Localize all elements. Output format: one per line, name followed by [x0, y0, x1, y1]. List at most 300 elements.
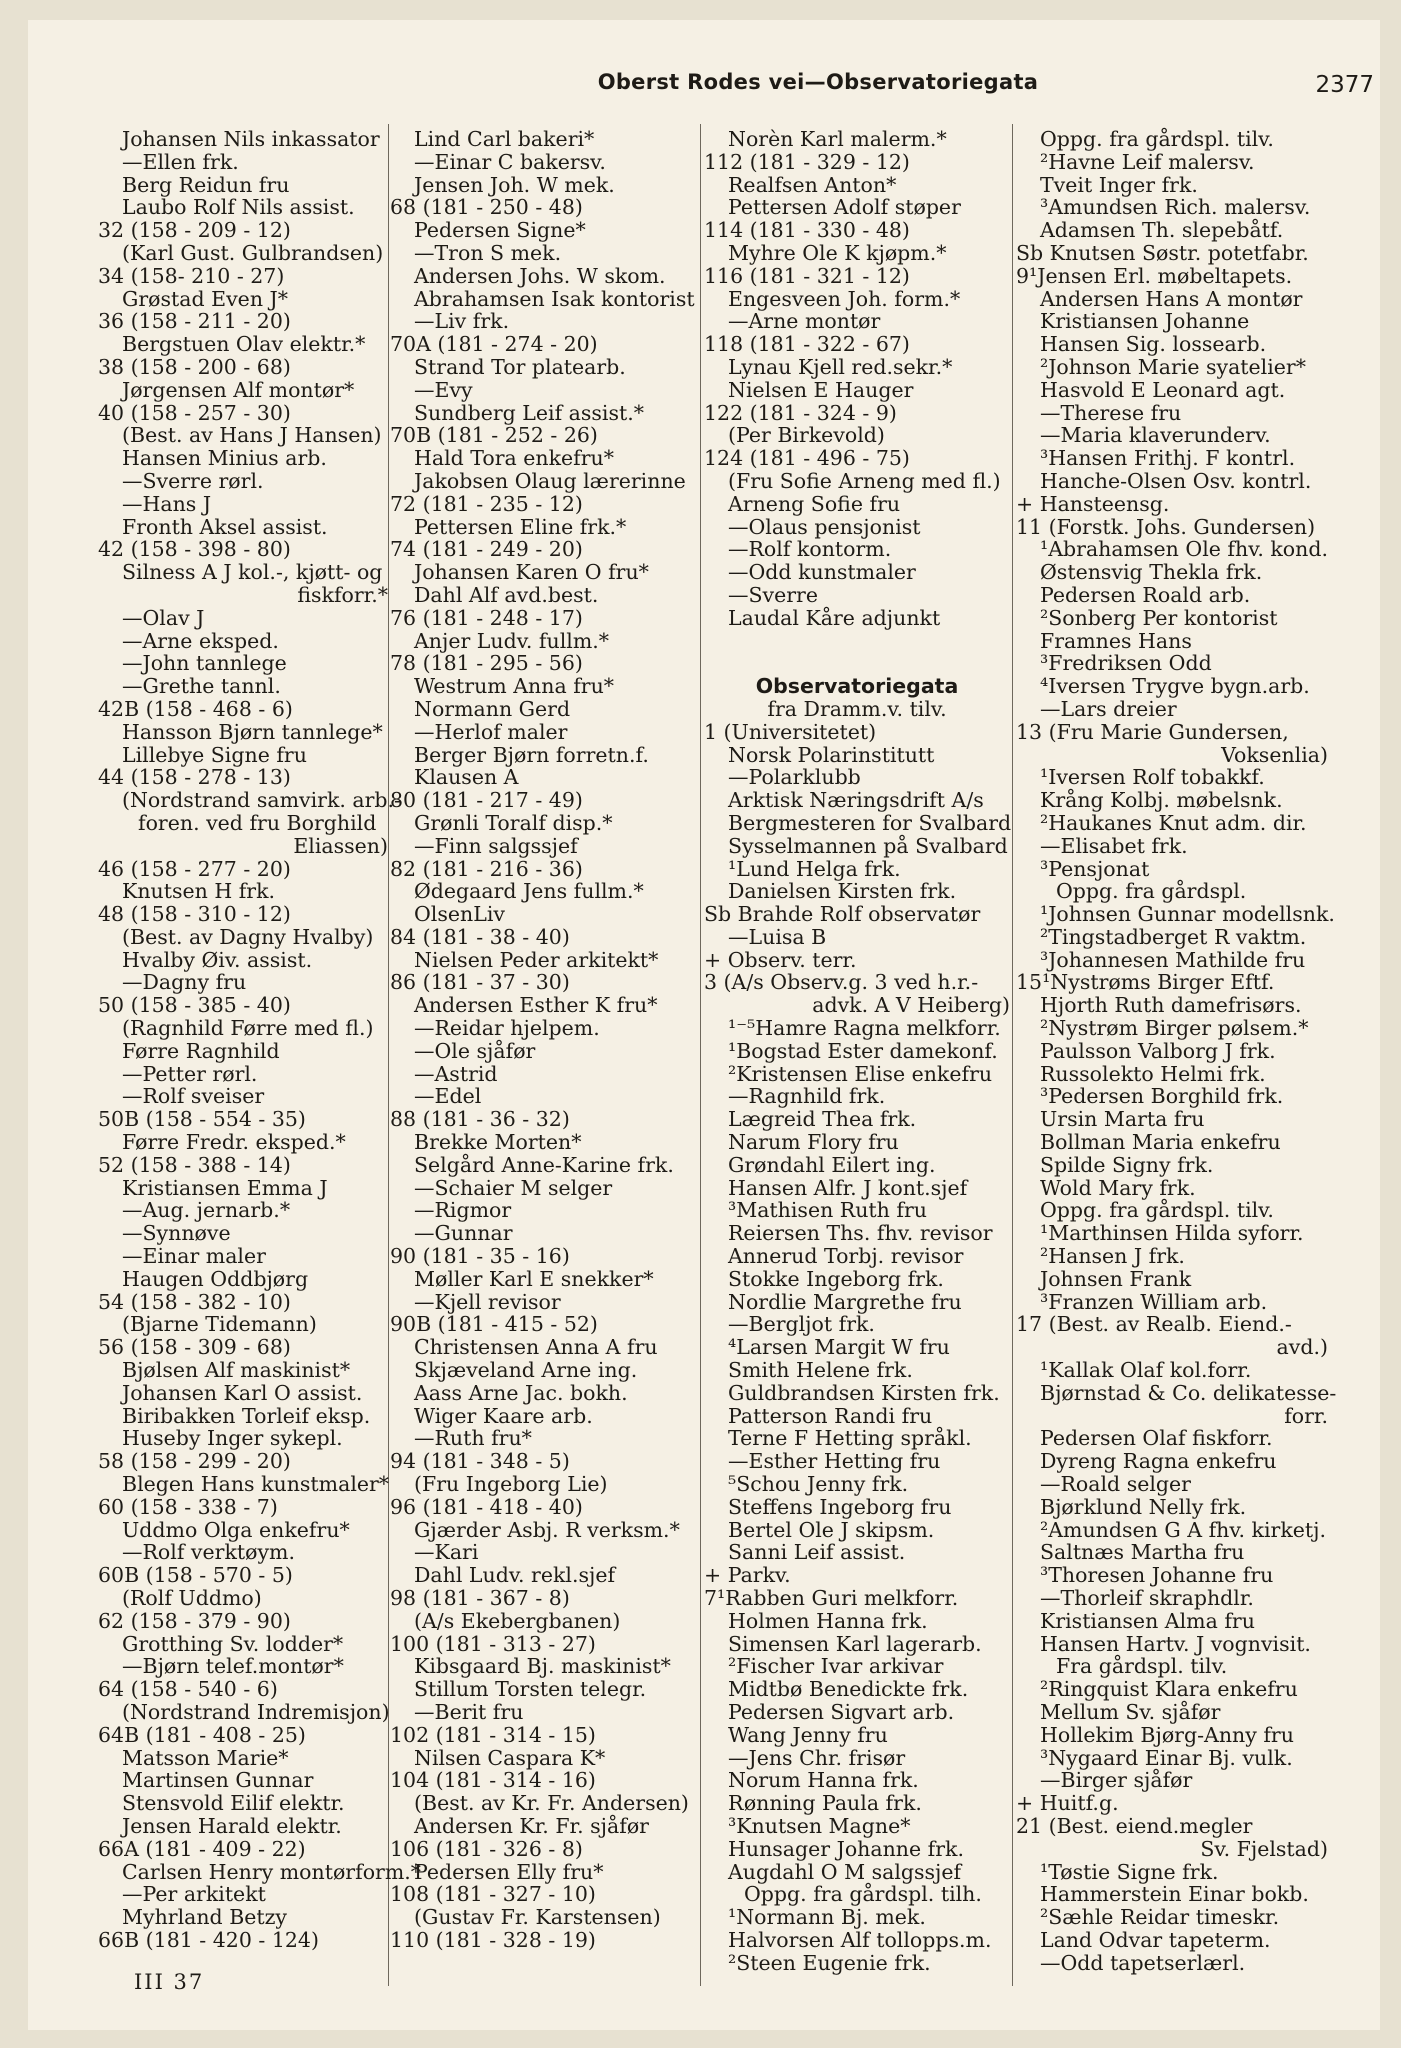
address-entry: 36 (158 - 211 - 20)	[98, 309, 291, 334]
resident-entry: Kristiansen Emma J	[122, 1175, 328, 1200]
resident-entry: (Nordstrand Indremisjon)	[122, 1699, 390, 1724]
resident-entry: ³Nygaard Einar Bj. vulk.	[1040, 1745, 1293, 1770]
resident-entry: Norèn Karl malerm.*	[728, 127, 947, 151]
resident-entry: Strand Tor platearb.	[414, 354, 626, 379]
resident-entry: (Fru Ingeborg Lie)	[414, 1472, 608, 1497]
resident-entry: ²Hansen J frk.	[1040, 1244, 1185, 1269]
resident-entry: Hansson Bjørn tannlege*	[122, 719, 383, 744]
resident-entry: —Birger sjåfør	[1040, 1768, 1193, 1793]
resident-entry: Saltnæs Martha fru	[1040, 1540, 1245, 1565]
resident-entry: Arneng Sofie fru	[728, 491, 901, 516]
resident-entry: ³Amundsen Rich. malersv.	[1040, 195, 1311, 220]
resident-entry: —Rigmor	[414, 1198, 512, 1223]
resident-entry: —Sverre rørl.	[122, 468, 264, 493]
address-entry: 52 (158 - 388 - 14)	[98, 1152, 291, 1177]
resident-entry: —Tron S mek.	[414, 240, 562, 265]
resident-entry: —Aug. jernarb.*	[122, 1198, 291, 1223]
resident-entry: —Schaier M selger	[414, 1175, 613, 1200]
resident-entry: Abrahamsen Isak kontorist	[414, 286, 695, 311]
resident-entry: Pedersen Olaf fiskforr.	[1040, 1426, 1273, 1451]
resident-entry: Smith Helene frk.	[728, 1358, 913, 1383]
resident-entry: (Best. av Kr. Fr. Andersen)	[414, 1791, 689, 1816]
resident-entry: Ødegaard Jens fullm.*	[414, 879, 644, 904]
resident-entry: Rønning Paula frk.	[728, 1791, 922, 1816]
resident-entry: Carlsen Henry montørform.*	[122, 1859, 422, 1884]
resident-entry: —Rolf kontorm.	[728, 537, 892, 562]
address-entry: 124 (181 - 496 - 75)	[704, 446, 910, 471]
address-entry: 32 (158 - 209 - 12)	[98, 218, 291, 243]
resident-entry: Jensen Joh. W mek.	[414, 172, 615, 197]
resident-entry: Tveit Inger frk.	[1040, 172, 1198, 197]
resident-entry: Patterson Randi fru	[728, 1403, 933, 1428]
resident-entry: —Arne montør	[728, 309, 881, 334]
resident-entry: ²Ringquist Klara enkefru	[1040, 1677, 1298, 1702]
resident-entry: ⁴Larsen Margit W fru	[728, 1335, 950, 1360]
address-entry: 100 (181 - 313 - 27)	[390, 1631, 596, 1656]
resident-entry: ²Johnson Marie syatelier*	[1040, 354, 1306, 379]
resident-entry: ²Tingstadberget R vaktm.	[1040, 924, 1307, 949]
resident-entry: ³Knutsen Magne*	[728, 1813, 911, 1838]
resident-entry: Laubo Rolf Nils assist.	[122, 195, 355, 220]
address-entry: 116 (181 - 321 - 12)	[704, 263, 910, 288]
resident-entry: Sanni Leif assist.	[728, 1540, 906, 1565]
resident-entry: Midtbø Benedickte frk.	[728, 1677, 969, 1702]
resident-entry: Biribakken Torleif eksp.	[122, 1403, 371, 1428]
address-entry: 7¹Rabben Guri melkforr.	[704, 1586, 959, 1610]
address-entry: 110 (181 - 328 - 19)	[390, 1927, 596, 1952]
resident-entry: Lind Carl bakeri*	[414, 127, 595, 151]
resident-entry: —Ole sjåfør	[414, 1038, 536, 1063]
address-entry: 62 (158 - 379 - 90)	[98, 1608, 291, 1633]
resident-entry: Anjer Ludv. fullm.*	[414, 628, 610, 653]
resident-entry: —Olav J	[122, 605, 205, 630]
resident-entry: ²Nystrøm Birger pølsem.*	[1040, 1016, 1309, 1041]
resident-entry: Klausen A	[414, 765, 519, 790]
resident-entry: Pedersen Roald arb.	[1040, 582, 1251, 607]
address-entry: 94 (181 - 348 - 5)	[390, 1449, 570, 1474]
resident-entry: Hansen Sig. lossearb.	[1040, 332, 1267, 357]
resident-entry: Wiger Kaare arb.	[414, 1403, 593, 1428]
resident-entry: Narum Flory fru	[728, 1130, 899, 1155]
resident-entry: —John tannlege	[122, 651, 287, 676]
resident-entry: —Elisabet frk.	[1040, 833, 1188, 858]
resident-entry: Johansen Karl O assist.	[122, 1380, 363, 1405]
resident-entry	[704, 652, 1010, 675]
address-entry: 38 (158 - 200 - 68)	[98, 354, 291, 379]
resident-entry: Hansen Alfr. J kont.sjef	[728, 1175, 968, 1200]
resident-entry: ²Haukanes Knut adm. dir.	[1040, 810, 1307, 835]
resident-entry: ⁴Iversen Trygve bygn.arb.	[1040, 674, 1310, 699]
resident-entry: (Bjarne Tidemann)	[122, 1312, 317, 1337]
address-entry: 42B (158 - 468 - 6)	[98, 696, 293, 721]
resident-entry: —Reidar hjelpem.	[414, 1016, 600, 1041]
resident-entry: Stillum Torsten telegr.	[414, 1677, 647, 1702]
address-entry: 15¹Nystrøms Birger Eftf.	[1016, 970, 1275, 995]
directory-page	[28, 20, 1380, 2030]
resident-entry: (Rolf Uddmo)	[122, 1586, 262, 1610]
resident-entry: ³Franzen William arb.	[1040, 1289, 1268, 1314]
resident-entry: Kristiansen Johanne	[1040, 309, 1250, 334]
resident-entry: Annerud Torbj. revisor	[728, 1244, 964, 1269]
resident-entry: —Olaus pensjonist	[728, 514, 921, 539]
address-entry: 114 (181 - 330 - 48)	[704, 218, 910, 243]
address-entry: 60 (158 - 338 - 7)	[98, 1494, 278, 1519]
resident-entry: OlsenLiv	[414, 902, 505, 927]
resident-entry: Dyreng Ragna enkefru	[1040, 1449, 1277, 1474]
resident-entry: —Jens Chr. frisør	[728, 1745, 906, 1770]
column-divider	[700, 124, 701, 1986]
resident-entry: —Dagny fru	[122, 970, 247, 995]
resident-entry: Guldbrandsen Kirsten frk.	[728, 1380, 1000, 1405]
column-3	[704, 128, 1010, 1986]
resident-entry: (Gustav Fr. Karstensen)	[414, 1905, 661, 1930]
section-heading: Observatoriegata	[755, 674, 959, 699]
resident-entry: Skjæveland Arne ing.	[414, 1358, 638, 1383]
resident-entry: ³Pensjonat	[1040, 856, 1150, 881]
resident-entry: Gjærder Asbj. R verksm.*	[414, 1517, 680, 1542]
resident-entry: —Hans J	[122, 491, 212, 516]
address-entry: 122 (181 - 324 - 9)	[704, 400, 897, 425]
resident-entry: Berg Reidun fru	[122, 172, 290, 197]
resident-entry: Østensvig Thekla frk.	[1040, 560, 1263, 585]
resident-entry: Pettersen Adolf støper	[728, 195, 961, 220]
resident-entry: Johansen Nils inkassator	[122, 127, 380, 151]
resident-entry: Hansen Hartv. J vognvisit.	[1040, 1631, 1311, 1656]
resident-entry: Kristiansen Alma fru	[1040, 1608, 1255, 1633]
address-entry: 70B (181 - 252 - 26)	[390, 423, 598, 448]
address-entry: 118 (181 - 322 - 67)	[704, 332, 910, 357]
resident-entry: Aass Arne Jac. bokh.	[414, 1380, 628, 1405]
resident-entry: Bjørnstad & Co. delikatesse-	[1040, 1380, 1337, 1405]
resident-entry: (A/s Ekebergbanen)	[414, 1608, 621, 1633]
address-entry: 44 (158 - 278 - 13)	[98, 765, 291, 790]
resident-entry: fra Dramm.v. tilv.	[767, 696, 947, 721]
address-entry: 66A (181 - 409 - 22)	[98, 1836, 306, 1861]
resident-entry: advk. A V Heiberg)	[812, 993, 1010, 1018]
resident-entry: (Best. av Hans J Hansen)	[122, 423, 382, 448]
resident-entry: Hjorth Ruth damefrisørs.	[1040, 993, 1302, 1018]
resident-entry: Grotthing Sv. lodder*	[122, 1631, 344, 1656]
resident-entry: Land Odvar tapeterm.	[1040, 1927, 1271, 1952]
resident-entry: Myhrland Betzy	[122, 1905, 288, 1930]
address-entry: 58 (158 - 299 - 20)	[98, 1449, 291, 1474]
resident-entry: ³Hansen Frithj. F kontrl.	[1040, 446, 1296, 471]
resident-entry: Silness A J kol.-, kjøtt- og	[122, 560, 383, 585]
resident-entry: forr.	[1284, 1403, 1328, 1428]
resident-entry: Danielsen Kirsten frk.	[728, 879, 957, 904]
resident-entry: ²Sonberg Per kontorist	[1040, 605, 1278, 630]
resident-entry: Oppg. fra gårdspl. tilh.	[744, 1882, 982, 1907]
address-entry: 1 (Universitetet)	[704, 719, 877, 744]
address-entry: 80 (181 - 217 - 49)	[390, 788, 583, 813]
resident-entry: Framnes Hans	[1040, 628, 1192, 653]
address-entry: 98 (181 - 367 - 8)	[390, 1586, 570, 1610]
address-entry: 78 (181 - 295 - 56)	[390, 651, 583, 676]
resident-entry: Hvalby Øiv. assist.	[122, 947, 313, 972]
address-entry: 70A (181 - 274 - 20)	[390, 332, 598, 357]
resident-entry: Lillebye Signe fru	[122, 742, 307, 767]
resident-entry: ¹Lund Helga frk.	[728, 856, 901, 881]
resident-entry: —Rolf sveiser	[122, 1084, 265, 1109]
resident-entry: ²Amundsen G A fhv. kirketj.	[1040, 1517, 1326, 1542]
resident-entry: Hasvold E Leonard agt.	[1040, 377, 1286, 402]
address-entry: 46 (158 - 277 - 20)	[98, 856, 291, 881]
resident-entry: ¹Tøstie Signe frk.	[1040, 1859, 1219, 1884]
resident-entry: Fra gårdspl. tilv.	[1056, 1654, 1228, 1679]
resident-entry: ³Fredriksen Odd	[1040, 651, 1212, 676]
resident-entry: Martinsen Gunnar	[122, 1768, 314, 1793]
resident-entry: —Roald selger	[1040, 1472, 1191, 1497]
address-entry: + Parkv.	[704, 1563, 791, 1588]
address-entry: 90B (181 - 415 - 52)	[390, 1312, 598, 1337]
resident-entry: —Bjørn telef.montør*	[122, 1654, 344, 1679]
resident-entry: (Nordstrand samvirk. arb.-	[122, 788, 401, 813]
resident-entry: Wang Jenny fru	[728, 1722, 888, 1747]
resident-entry: Fronth Aksel assist.	[122, 514, 328, 539]
resident-entry: Førre Ragnhild	[122, 1038, 280, 1063]
resident-entry: —Einar C bakersv.	[414, 149, 606, 174]
resident-entry: Ursin Marta fru	[1040, 1107, 1205, 1132]
resident-entry: ²Fischer Ivar arkivar	[728, 1654, 944, 1679]
address-entry: 102 (181 - 314 - 15)	[390, 1722, 596, 1747]
resident-entry: Myhre Ole K kjøpm.*	[728, 240, 947, 265]
resident-entry: Bjølsen Alf maskinist*	[122, 1358, 351, 1383]
resident-entry: Knutsen H frk.	[122, 879, 276, 904]
resident-entry: —Lars dreier	[1040, 696, 1177, 721]
resident-entry: Sundberg Leif assist.*	[414, 400, 645, 425]
address-entry: 74 (181 - 249 - 20)	[390, 537, 583, 562]
column-4	[1016, 127, 1337, 1986]
resident-entry: Eliassen)	[293, 833, 388, 858]
resident-entry: Nielsen Peder arkitekt*	[414, 947, 659, 972]
resident-entry: Førre Fredr. eksped.*	[122, 1130, 346, 1155]
resident-entry: Nilsen Caspara K*	[414, 1745, 606, 1770]
resident-entry: Matsson Marie*	[122, 1745, 289, 1770]
resident-entry: Holmen Hanna frk.	[728, 1608, 928, 1633]
resident-entry: Pedersen Elly fru*	[414, 1859, 604, 1884]
address-entry: 17 (Best. av Realb. Eiend.-	[1016, 1312, 1292, 1337]
resident-entry: avd.)	[1276, 1335, 1328, 1360]
resident-entry: Hollekim Bjørg-Anny fru	[1040, 1722, 1294, 1747]
resident-entry: —Einar maler	[122, 1244, 266, 1269]
resident-entry: ²Steen Eugenie frk.	[728, 1950, 931, 1975]
address-entry: 76 (181 - 248 - 17)	[390, 605, 583, 630]
resident-entry: Normann Gerd	[414, 696, 571, 721]
resident-entry: ¹Iversen Rolf tobakkf.	[1040, 765, 1265, 790]
resident-entry: (Best. av Dagny Hvalby)	[122, 924, 374, 949]
address-entry: + Hansteensg.	[1016, 491, 1170, 516]
page-footer: III 37	[134, 1970, 205, 1994]
resident-entry: ¹Marthinsen Hilda syforr.	[1040, 1221, 1304, 1246]
address-entry: 72 (181 - 235 - 12)	[390, 491, 583, 516]
resident-entry: ³Johannesen Mathilde fru	[1040, 947, 1306, 972]
resident-entry: ¹Normann Bj. mek.	[728, 1905, 926, 1930]
resident-entry: Dahl Ludv. rekl.sjef	[414, 1563, 616, 1588]
resident-entry: ³Thoresen Johanne fru	[1040, 1563, 1274, 1588]
resident-entry: Hammerstein Einar bokb.	[1040, 1882, 1309, 1907]
resident-entry: Andersen Kr. Fr. sjåfør	[414, 1813, 649, 1838]
resident-entry: —Per arkitekt	[122, 1882, 266, 1907]
resident-entry: Lynau Kjell red.sekr.*	[728, 354, 953, 379]
resident-entry: —Grethe tannl.	[122, 674, 281, 699]
resident-entry: —Finn salgssjef	[414, 833, 578, 858]
resident-entry: Adamsen Th. slepebåtf.	[1040, 218, 1284, 243]
resident-entry: Sv. Fjelstad)	[1200, 1836, 1328, 1861]
resident-entry: ¹Kallak Olaf kol.forr.	[1040, 1358, 1252, 1383]
resident-entry: Nielsen E Hauger	[728, 377, 914, 402]
resident-entry: Bertel Ole J skipsm.	[728, 1517, 935, 1542]
resident-entry: —Edel	[414, 1084, 482, 1109]
resident-entry: Engesveen Joh. form.*	[728, 286, 961, 311]
address-entry: 13 (Fru Marie Gundersen,	[1016, 719, 1289, 744]
address-entry: 108 (181 - 327 - 10)	[390, 1882, 596, 1907]
address-entry: 50B (158 - 554 - 35)	[98, 1107, 306, 1132]
resident-entry: Dahl Alf avd.best.	[414, 582, 599, 607]
resident-entry: Grønli Toralf disp.*	[414, 810, 613, 835]
resident-entry: (Per Birkevold)	[728, 423, 885, 448]
resident-entry: —Evy	[414, 377, 473, 402]
resident-entry: Norum Hanna frk.	[728, 1768, 919, 1793]
resident-entry: Bollman Maria enkefru	[1040, 1130, 1281, 1155]
resident-entry: Pedersen Sigvart arb.	[728, 1699, 955, 1724]
resident-entry: Simensen Karl lagerarb.	[728, 1631, 982, 1656]
address-entry: 21 (Best. eiend.megler	[1016, 1813, 1253, 1838]
resident-entry: Andersen Johs. W skom.	[414, 263, 666, 288]
resident-entry: Bergmesteren for Svalbard	[728, 810, 1012, 835]
address-entry: + Observ. terr.	[704, 947, 857, 972]
resident-entry: Hald Tora enkefru*	[414, 446, 614, 471]
address-entry: 3 (A/s Observ.g. 3 ved h.r.-	[704, 970, 979, 995]
resident-entry: —Astrid	[414, 1061, 498, 1086]
resident-entry: Westrum Anna fru*	[414, 674, 615, 699]
resident-entry: Pettersen Eline frk.*	[414, 514, 627, 539]
resident-entry: —Petter rørl.	[122, 1061, 258, 1086]
resident-entry: Krång Kolbj. møbelsnk.	[1040, 788, 1283, 813]
address-entry: 90 (181 - 35 - 16)	[390, 1244, 570, 1269]
resident-entry: Laudal Kåre adjunkt	[728, 605, 941, 630]
resident-entry: —Therese fru	[1040, 400, 1182, 425]
address-entry: 84 (181 - 38 - 40)	[390, 924, 570, 949]
resident-entry: Haugen Oddbjørg	[122, 1266, 309, 1291]
address-entry: + Huitf.g.	[1016, 1791, 1119, 1816]
resident-entry: ¹⁻⁵Hamre Ragna melkforr.	[728, 1016, 1001, 1041]
resident-entry: foren. ved fru Borghild	[138, 810, 377, 835]
resident-entry: ²Sæhle Reidar timeskr.	[1040, 1905, 1280, 1930]
resident-entry: Oppg. fra gårdspl. tilv.	[1040, 127, 1274, 151]
address-entry: 106 (181 - 326 - 8)	[390, 1836, 583, 1861]
resident-entry: —Kjell revisor	[414, 1289, 561, 1314]
address-entry: 64 (158 - 540 - 6)	[98, 1677, 278, 1702]
resident-entry: Møller Karl E snekker*	[414, 1266, 654, 1291]
resident-entry: Sysselmannen på Svalbard	[728, 833, 1008, 858]
resident-entry: Realfsen Anton*	[728, 172, 897, 197]
resident-entry: —Ruth fru*	[414, 1426, 532, 1451]
resident-entry: Berger Bjørn forretn.f.	[414, 742, 649, 767]
resident-entry: (Fru Sofie Arneng med fl.)	[728, 468, 1001, 493]
resident-entry: Oppg. fra gårdspl.	[1056, 879, 1247, 904]
resident-entry: Terne F Hetting språkl.	[728, 1426, 972, 1451]
resident-entry: —Odd tapetserlærl.	[1040, 1950, 1246, 1975]
resident-entry: ³Pedersen Borghild frk.	[1040, 1084, 1284, 1109]
address-entry: 68 (181 - 250 - 48)	[390, 195, 583, 220]
address-entry: 11 (Forstk. Johs. Gundersen)	[1016, 514, 1316, 539]
address-entry: 40 (158 - 257 - 30)	[98, 400, 291, 425]
resident-entry: Johnsen Frank	[1040, 1266, 1192, 1291]
resident-entry: Selgård Anne-Karine frk.	[414, 1152, 674, 1177]
resident-entry: Brekke Morten*	[414, 1130, 582, 1155]
resident-entry: —Rolf verktøym.	[122, 1540, 295, 1565]
resident-entry: Russolekto Helmi frk.	[1040, 1061, 1266, 1086]
address-entry: 50 (158 - 385 - 40)	[98, 993, 291, 1018]
resident-entry: —Sverre	[728, 582, 818, 607]
address-entry: 112 (181 - 329 - 12)	[704, 149, 910, 174]
resident-entry: Stokke Ingeborg frk.	[728, 1266, 944, 1291]
address-entry: 86 (181 - 37 - 30)	[390, 970, 570, 995]
resident-entry: ¹Abrahamsen Ole fhv. kond.	[1040, 537, 1328, 562]
column-1	[98, 127, 422, 1986]
resident-entry: Norsk Polarinstitutt	[728, 742, 935, 767]
address-entry: 64B (181 - 408 - 25)	[98, 1722, 306, 1747]
resident-entry: Hunsager Johanne frk.	[728, 1836, 964, 1861]
address-entry: 56 (158 - 309 - 68)	[98, 1335, 291, 1360]
resident-entry: —Odd kunstmaler	[728, 560, 916, 585]
address-entry: 96 (181 - 418 - 40)	[390, 1494, 583, 1519]
resident-entry: ¹Bogstad Ester damekonf.	[728, 1038, 998, 1063]
resident-entry: —Bergljot frk.	[728, 1312, 875, 1337]
resident-entry: Jensen Harald elektr.	[122, 1813, 342, 1838]
resident-entry: Bjørklund Nelly frk.	[1040, 1494, 1247, 1519]
address-entry: 60B (158 - 570 - 5)	[98, 1563, 293, 1588]
address-entry: 9¹Jensen Erl. møbeltapets.	[1016, 263, 1293, 288]
column-divider	[1012, 124, 1013, 1986]
column-2	[390, 128, 698, 1986]
resident-entry: Jakobsen Olaug lærerinne	[414, 468, 686, 493]
page-header-title: Oberst Rodes vei—Observatoriegata	[597, 70, 1039, 94]
resident-entry: ²Havne Leif malersv.	[1040, 149, 1255, 174]
resident-entry: Blegen Hans kunstmaler*	[122, 1472, 390, 1497]
resident-entry: —Kari	[414, 1540, 479, 1565]
address-entry: Sb Knutsen Søstr. potetfabr.	[1016, 240, 1309, 265]
resident-entry: ²Kristensen Elise enkefru	[728, 1061, 993, 1086]
resident-entry: —Polarklubb	[728, 765, 861, 790]
resident-entry: Huseby Inger sykepl.	[122, 1426, 343, 1451]
address-entry: Sb Brahde Rolf observatør	[704, 902, 981, 927]
resident-entry: Kibsgaard Bj. maskinist*	[414, 1654, 671, 1679]
resident-entry: Spilde Signy frk.	[1040, 1152, 1214, 1177]
resident-entry: Christensen Anna A fru	[414, 1335, 658, 1360]
resident-entry: Halvorsen Alf tollopps.m.	[728, 1927, 992, 1952]
resident-entry: Jørgensen Alf montør*	[122, 377, 355, 402]
resident-entry: Arktisk Næringsdrift A/s	[728, 788, 984, 813]
address-entry: 104 (181 - 314 - 16)	[390, 1768, 596, 1793]
resident-entry: —Thorleif skraphdlr.	[1040, 1586, 1254, 1610]
resident-entry: Pedersen Signe*	[414, 218, 586, 243]
resident-entry: Hansen Minius arb.	[122, 446, 327, 471]
resident-entry: (Ragnhild Førre med fl.)	[122, 1016, 374, 1041]
resident-entry: Andersen Esther K fru*	[414, 993, 658, 1018]
address-entry: 42 (158 - 398 - 80)	[98, 537, 291, 562]
resident-entry: Grøstad Even J*	[122, 286, 289, 311]
resident-entry: Steffens Ingeborg fru	[728, 1494, 952, 1519]
address-entry: 54 (158 - 382 - 10)	[98, 1289, 291, 1314]
resident-entry: (Karl Gust. Gulbrandsen)	[122, 240, 384, 265]
resident-entry: Reiersen Ths. fhv. revisor	[728, 1221, 993, 1246]
resident-entry: Bergstuen Olav elektr.*	[122, 332, 366, 357]
resident-entry: —Herlof maler	[414, 719, 568, 744]
resident-entry: Paulsson Valborg J frk.	[1040, 1038, 1276, 1063]
address-entry: 82 (181 - 216 - 36)	[390, 856, 583, 881]
resident-entry: Augdahl O M salgssjef	[728, 1859, 962, 1884]
